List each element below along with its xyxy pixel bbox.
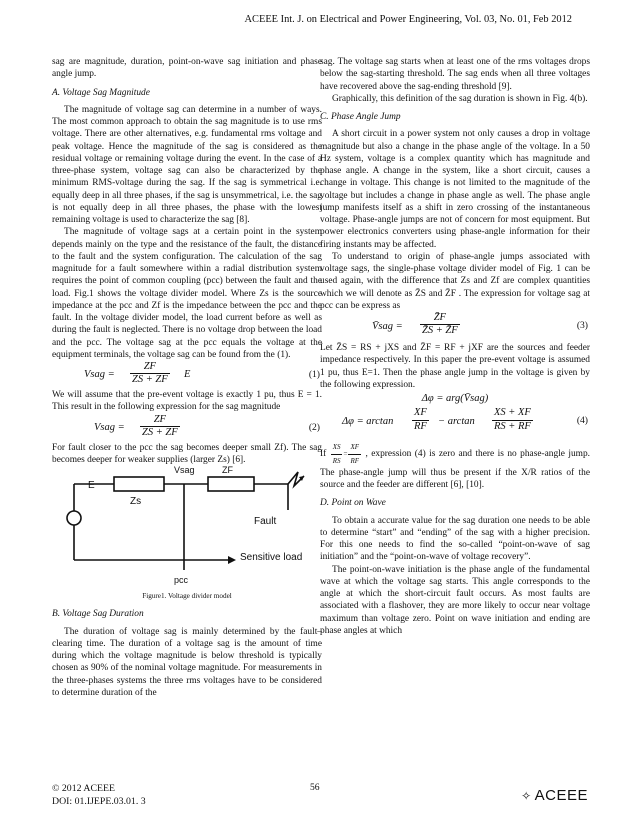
section-heading-c: C. Phase Angle Jump [320, 112, 401, 122]
eq2-num: ZF [140, 414, 180, 427]
ratio-den1: RS [332, 456, 341, 465]
section-heading-b: B. Voltage Sag Duration [52, 609, 144, 620]
equation-4 [320, 407, 590, 437]
eq4-num2: XS + XF [492, 407, 533, 420]
paragraph: The point-on-wave initiation is the phase angle of the fundamental wave at which the voltage sag starts. This angle corresponds to the angle at which the short-circuit fault occurs. As most faults are associated with a flashover, they are more likely to occur near voltage maximum than voltage zero. Point on wave initiation and ending are phase angles at which [320, 564, 590, 636]
section-heading-a: A. Voltage Sag Magnitude [52, 87, 150, 98]
vsag-label: Vsag [174, 465, 195, 475]
paragraph: Graphically, this definition of the sag duration is shown in Fig. 4(b). [332, 93, 588, 104]
paragraph: We will assume that the pre-event voltage is exactly 1 pu, thus E = 1. This result in the following expression for the sag magnitude [52, 390, 322, 413]
paragraph: To obtain a accurate value for the sag duration one needs to be able to determine “start” and “ending” of the sag with a higher precision. For this one needs to find the so-called “point-on-wave of sag initiation” and the “point-on-wave of voltage recovery”. [320, 515, 590, 563]
equation-4a: Δφ = arg(V̄sag) [421, 393, 489, 404]
eq3-number: (3) [576, 320, 588, 331]
left-column [52, 56, 322, 699]
eq1-tail: E [184, 369, 191, 380]
zs-label: Zs [130, 496, 142, 507]
logo-mark-icon: ✧ [521, 789, 532, 803]
journal-header: ACEEE Int. J. on Electrical and Power Engineering, Vol. 03, No. 01, Feb 2012 [244, 14, 572, 25]
paragraph: To understand to origin of phase-angle jumps associated with voltage sags, the single-phase voltage divider model of Fig. 1 can be used again, with the difference that Zs and Zf are complex quantities which we will denote as Z̄S and Z̄F . The expression for voltage sag at pcc can be express as [320, 251, 590, 311]
eq1-num: ZF [130, 361, 170, 374]
logo-text: ACEEE [534, 787, 588, 804]
figure-caption: Figure1. Voltage divider model [142, 592, 232, 600]
eq1-lhs: Vsag = [84, 369, 115, 380]
eq4-num1: XF [412, 407, 429, 420]
equation-3 [320, 312, 590, 342]
voltage-divider-figure [52, 465, 322, 588]
eq4-den2: RS + RF [494, 420, 531, 432]
paragraph: Let Z̄S = RS + jXS and Z̄F = RF + jXF are the sources and feeder impedance respectively. In this paper the pre-event voltage is assumed 1 pu, thus E=1. Then the phase angle jump in the voltage is given by the following expression. [320, 343, 590, 390]
paragraph: A short circuit in a power system not only causes a drop in voltage magnitude but also a change in the phase angle of the voltage. In a 50 Hz system, voltage is a complex quantity which has magnitude and phase angle. A change in the system, like a short circuit, causes a change in voltage. This change is not limited to the magnitude of the voltage but includes a change in phase angle as well. The phase angle jump manifests itself as a shift in zero crossing of the instantaneous voltage. Phase-angle jumps are not of concern for most equipment. But power electronics converters using phase-angle information for their firing instants may be affected. [320, 129, 590, 250]
condition-text: , expression (4) is zero and there is no phase-angle jump. The phase-angle jump will thus be present if the X/R ratios of the source and the feeder are different [6], [10]. [320, 449, 590, 490]
eq3-lhs: V̄sag = [372, 321, 403, 332]
aceee-logo [521, 787, 588, 804]
equation-1 [52, 361, 322, 389]
ratio-num1: XS [331, 441, 343, 454]
sensitive-load-label: Sensitive load [240, 552, 303, 563]
paragraph: The duration of voltage sag is mainly determined by the fault–clearing time. The duration of a voltage sag is the amount of time during which the voltage magnitude is below threshold is typically chosen as 90% of the nominal voltage magnitude. For measurements in the three-phases systems the three rms voltages have to be considered to determine duration of the [52, 626, 322, 698]
paragraph: sag are magnitude, duration, point-on-wave sag initiation and phase angle jump. [52, 57, 322, 80]
eq4-lhs: Δφ = arctan [342, 416, 394, 428]
paragraph: The magnitude of voltage sags at a certain point in the system depends mainly on the type and the resistance of the fault, the distance to the fault and the system configuration. The calculation of the sag magnitude for a fault somewhere within a radial distribution system requires the point of common coupling (pcc) between the fault and the load. Fig.1 shows the voltage divider model. Where Zs is the source impedance at the pcc and Zf is the impedance between the pcc and the fault. In the voltage divider model, the load current before as well as during the fault is neglected. There is no voltage drop between the load and the pcc. The voltage sag at the pcc equals the voltage at the equipment terminals, the voltage sag can be found from the (1). [52, 227, 322, 360]
pcc-label: pcc [174, 575, 189, 585]
e-label: E [88, 480, 95, 491]
footer [52, 782, 146, 808]
doi: DOI: 01.IJEPE.03.01. 3 [52, 796, 146, 807]
eq4-den1: RF [414, 420, 427, 432]
zf-label: ZF [222, 465, 233, 475]
eq2-number: (2) [308, 421, 320, 433]
paragraph: The magnitude of voltage sag can determine in a number of ways. The most common approach to obtain the sag magnitude is to use rms voltage. There are other alternatives, e.g. fundamental rms voltage and peak voltage. Hence the magnitude of the sag is considered as the residual voltage or remaining voltage during the event. In the case of a three-phase system, voltage sag can also be characterized by the minimum RMS-voltage during the sag. If the sag is symmetrical i.e. equally deep in all three phases, if the sag is unsymmetrical, i.e. the sag is not equally deep in all three phases, the phase with the lowest remaining voltage is used to characterize the sag [8]. [52, 104, 322, 225]
paragraph: If $\frac{XS}{RS}$ = $\frac{XF}{RF}$ , expression (4) is zero and there is no phase-angle jump. The phase-angle jump will thus be present if the X/R ratios of the source and the feeder are different [6], [10]. [320, 443, 590, 490]
eq4-number: (4) [576, 415, 588, 427]
ratio-num2: XF [348, 441, 361, 454]
paragraph: sag. The voltage sag starts when at least one of the rms voltages drops below the sag-starting threshold. The sag ends when all three voltages have recovered above the sag-ending threshold [9]. [320, 57, 590, 92]
fault-label: Fault [254, 516, 277, 527]
eq3-num: Z̄F [420, 312, 460, 325]
eq3-den: Z̄S + Z̄F [422, 325, 458, 337]
ratio-den2: RF [350, 456, 359, 465]
eq1-number: (1) [308, 369, 320, 380]
eq1-den: ZS + ZF [132, 374, 168, 386]
eq4-mid: − arctan [438, 416, 475, 428]
eq2-den: ZS + ZF [142, 426, 178, 438]
eq2-lhs: Vsag = [94, 421, 125, 433]
if-word: If [320, 449, 327, 460]
right-column [320, 56, 590, 637]
paragraph: For fault closer to the pcc the sag becomes deeper small Zf). The sag becomes deeper for weaker supplies (larger Zs) [6]. [52, 442, 322, 465]
page-number: 56 [310, 782, 320, 793]
copyright: © 2012 ACEEE [52, 783, 115, 794]
equation-2 [52, 414, 322, 442]
section-heading-d: D. Point on Wave [320, 498, 386, 509]
